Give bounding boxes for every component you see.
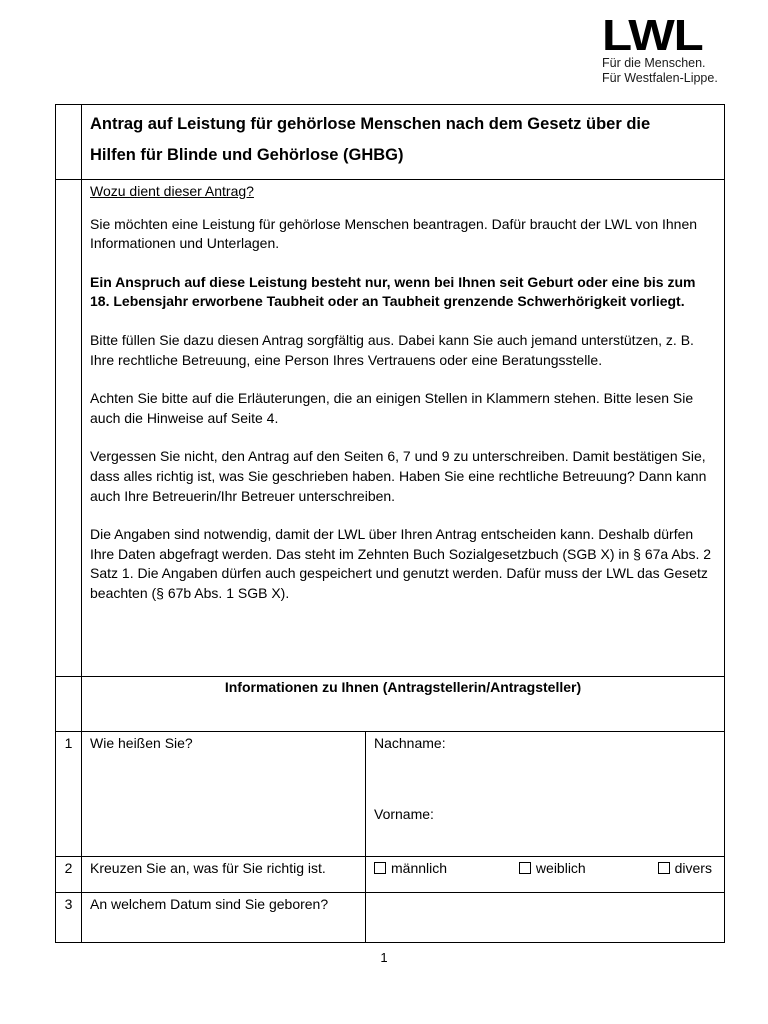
- question-name: Wie heißen Sie?: [82, 732, 366, 857]
- logo-wordmark: LWL: [602, 11, 703, 60]
- question-number: 2: [56, 857, 82, 893]
- page-number: 1: [380, 950, 388, 965]
- application-form: [55, 104, 725, 943]
- question-birthdate: An welchem Datum sind Sie geboren?: [82, 893, 366, 943]
- intro-paragraph-bold: Ein Anspruch auf diese Leistung besteht nur, wenn bei Ihnen seit Geburt oder eine bis zum 18. Lebensjahr erworbene Taubheit oder an Taubheit grenzende Schwerhörigkeit vorliegt.: [90, 273, 696, 310]
- intro-cell: [82, 180, 725, 677]
- intro-paragraph-1: Sie möchten eine Leistung für gehörlose Menschen beantragen. Dafür braucht der LWL von Ihnen Informationen und Unterlagen.: [90, 215, 698, 252]
- birthdate-answer-field[interactable]: [366, 893, 725, 943]
- intro-paragraph-3: Bitte füllen Sie dazu diesen Antrag sorgfältig aus. Dabei kann Sie auch jemand unterstützen, z. B. Ihre rechtliche Betreuung, eine Person Ihres Vertrauens oder eine Beratungsstelle.: [90, 331, 694, 368]
- checkbox-icon[interactable]: [658, 862, 670, 874]
- logo-slogan-2: Für Westfalen-Lippe.: [602, 71, 718, 85]
- intro-paragraph-5: Vergessen Sie nicht, den Antrag auf den Seiten 6, 7 und 9 zu unterschreiben. Damit bestätigen Sie, dass alles richtig ist, was Sie geschrieben haben. Haben Sie eine rechtliche Betreuung? Dann kann auch Ihre Betreuerin/Ihr Betreuer unterschreiben.: [90, 448, 707, 504]
- intro-num-cell: [56, 180, 82, 677]
- option-diverse[interactable]: [658, 860, 712, 876]
- intro-heading: Wozu dient dieser Antrag?: [90, 183, 254, 199]
- last-name-label: Nachname:: [374, 735, 446, 751]
- first-name-label: Vorname:: [374, 806, 434, 822]
- gender-options: [366, 857, 725, 893]
- form-title-line-2: Hilfen für Blinde und Gehörlose (GHBG): [90, 146, 404, 164]
- intro-paragraph-4: Achten Sie bitte auf die Erläuterungen, die an einigen Stellen in Klammern stehen. Bitte lesen Sie auch die Hinweise auf Seite 4.: [90, 390, 694, 426]
- form-title-line-1: Antrag auf Leistung für gehörlose Menschen nach dem Gesetz über die: [90, 115, 651, 133]
- title-num-cell: [56, 105, 82, 180]
- checkbox-icon[interactable]: [374, 862, 386, 874]
- lwl-logo: [602, 11, 726, 86]
- logo-slogan-1: Für die Menschen.: [602, 56, 706, 70]
- option-female-label: weiblich: [535, 860, 586, 876]
- option-female[interactable]: [519, 860, 586, 876]
- form-title-cell: [82, 105, 725, 180]
- option-diverse-label: divers: [674, 860, 712, 876]
- question-gender: Kreuzen Sie an, was für Sie richtig ist.: [82, 857, 366, 893]
- section-title: Informationen zu Ihnen (Antragstellerin/Antragsteller): [82, 677, 725, 732]
- section-num-cell: [56, 677, 82, 732]
- question-number: 3: [56, 893, 82, 943]
- checkbox-icon[interactable]: [519, 862, 531, 874]
- name-answer-field[interactable]: [366, 732, 725, 857]
- option-male-label: männlich: [391, 860, 448, 876]
- intro-paragraph-6: Die Angaben sind notwendig, damit der LWL über Ihren Antrag entscheiden kann. Deshalb dürfen Ihre Daten abgefragt werden. Das steht im Zehnten Buch Sozialgesetzbuch (SGB X) in § 67a Abs. 2 Satz 1. Die Angaben dürfen auch gespeichert und genutzt werden. Dafür muss der LWL das Gesetz beachten (§ 67b Abs. 1 SGB X).: [90, 526, 712, 601]
- question-number: 1: [56, 732, 82, 857]
- option-male[interactable]: [374, 860, 447, 876]
